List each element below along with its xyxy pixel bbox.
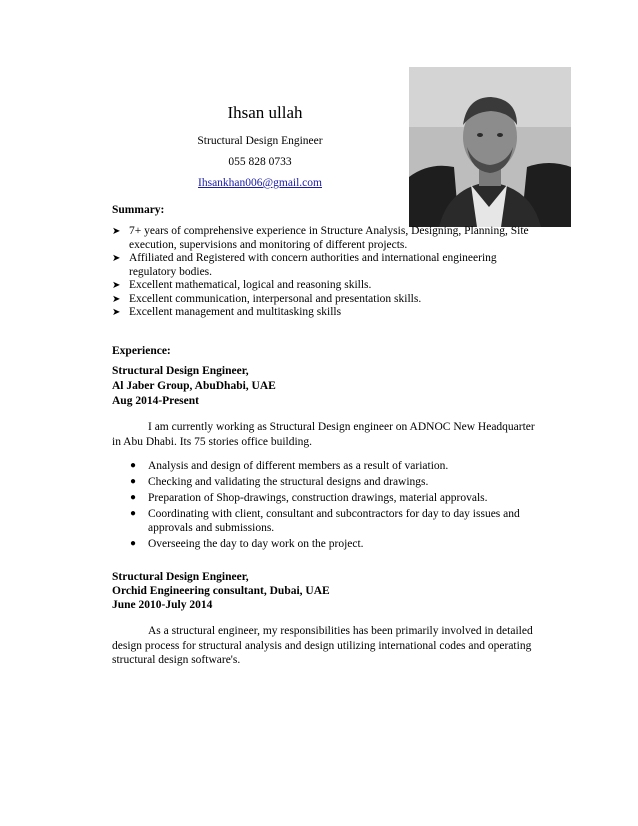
- arrow-bullet-icon: ➤: [112, 253, 121, 264]
- summary-item: ➤ Excellent communication, interpersonal and presentation skills.: [112, 292, 422, 305]
- job-duty-item: ● Overseeing the day to day work on the project.: [130, 538, 364, 550]
- job-title: Structural Design Engineer,: [112, 571, 249, 583]
- dot-bullet-icon: ●: [130, 492, 137, 503]
- arrow-bullet-icon: ➤: [112, 293, 121, 305]
- summary-list: [112, 225, 532, 320]
- job-dates: Aug 2014-Present: [112, 395, 199, 407]
- job-company: Al Jaber Group, AbuDhabi, UAE: [112, 380, 276, 392]
- job-description: I am currently working as Structural Design engineer on ADNOC New Headquarter in Abu Dhabi. Its 75 stories office building.: [112, 421, 535, 448]
- job-duty-item: ● Checking and validating the structural designs and drawings.: [130, 476, 429, 488]
- candidate-phone: 055 828 0733: [228, 156, 292, 168]
- candidate-email-link[interactable]: Ihsankhan006@gmail.com: [198, 177, 322, 189]
- job-description: As a structural engineer, my responsibilities has been primarily involved in detailed design process for structural analysis and design utilizing international codes and operating structural design software's.: [112, 625, 533, 666]
- job-dates: June 2010-July 2014: [112, 599, 213, 611]
- dot-bullet-icon: ●: [130, 508, 137, 519]
- job-duty-item: ● Analysis and design of different members as a result of variation.: [130, 460, 449, 472]
- dot-bullet-icon: ●: [130, 476, 137, 487]
- summary-item: ➤ Excellent management and multitasking skills: [112, 306, 342, 318]
- candidate-title: Structural Design Engineer: [197, 135, 323, 147]
- candidate-name: Ihsan ullah: [227, 103, 303, 122]
- arrow-bullet-icon: ➤: [112, 307, 121, 318]
- job-duty-item: ● Coordinating with client, consultant and subcontractors for day to day issues and approvals and submissions.: [130, 508, 520, 534]
- experience-heading: Experience:: [112, 345, 171, 357]
- arrow-bullet-icon: ➤: [112, 280, 121, 291]
- job-company: Orchid Engineering consultant, Dubai, UAE: [112, 585, 330, 597]
- summary-item: ➤ Excellent mathematical, logical and reasoning skills.: [112, 279, 372, 291]
- dot-bullet-icon: ●: [130, 538, 137, 549]
- job-duties-list: [130, 459, 530, 553]
- summary-heading: Summary:: [112, 204, 165, 216]
- summary-item: ➤ Affiliated and Registered with concern authorities and international engineering regulatory bodies.: [112, 252, 497, 278]
- arrow-bullet-icon: ➤: [112, 226, 121, 237]
- summary-item: ➤ 7+ years of comprehensive experience in Structure Analysis, Designing, Planning, Site execution, supervisions and monitoring of different projects.: [112, 225, 529, 251]
- job-duty-item: ● Preparation of Shop-drawings, construction drawings, material approvals.: [130, 492, 488, 504]
- profile-photo: [409, 67, 571, 227]
- dot-bullet-icon: ●: [130, 460, 137, 471]
- job-title: Structural Design Engineer,: [112, 365, 249, 377]
